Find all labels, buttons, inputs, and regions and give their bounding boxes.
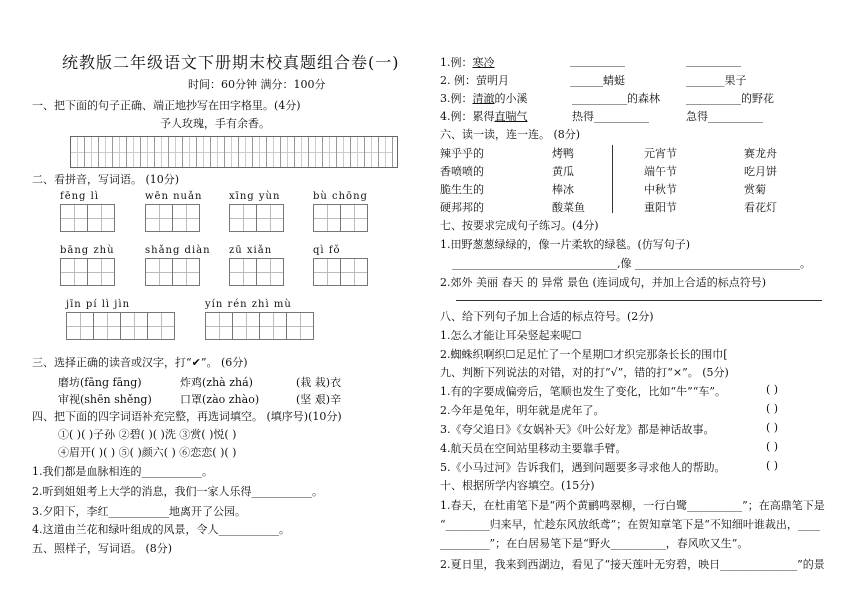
writing-boxes[interactable] (145, 258, 211, 286)
s1-sentence: 予人玫瑰，手有余香。 (160, 117, 270, 130)
s5-blank[interactable]: _______果子 (686, 74, 747, 87)
match-item[interactable]: 赛龙舟 (744, 147, 777, 160)
s5-example: 寒冷 (472, 56, 495, 69)
pinyin-group (66, 299, 174, 340)
s8-question[interactable]: 2.蜘蛛织啊织☐足足忙了一个星期☐才织完那条长长的围巾[ (440, 348, 728, 361)
s5-row (440, 108, 528, 124)
writing-boxes[interactable] (60, 204, 114, 232)
s5-label: 的小溪 (494, 92, 528, 105)
judge-item: 5.《小马过河》告诉我们，遇到问题要多寻求他人的帮助。 (440, 461, 726, 474)
pinyin-group (145, 245, 211, 286)
grid-cell[interactable] (113, 137, 127, 167)
grid-cell[interactable] (211, 137, 225, 167)
grid-cell[interactable] (323, 137, 337, 167)
grid-cell[interactable] (155, 137, 169, 167)
s10-heading: 十、根据所学内容填空。(15分) (440, 479, 595, 492)
grid-cell[interactable] (281, 137, 295, 167)
match-item[interactable]: 脆生生的 (440, 183, 484, 196)
s5-row (440, 54, 495, 70)
pinyin-group (60, 245, 115, 286)
grid-cell[interactable] (183, 137, 197, 167)
grid-cell[interactable] (71, 137, 85, 167)
writing-boxes[interactable] (145, 204, 202, 232)
writing-boxes[interactable] (229, 204, 283, 232)
judge-mark[interactable]: ( ) (766, 421, 779, 434)
s3-item[interactable]: (栽 栽)衣 (296, 376, 342, 389)
s4-words[interactable]: ④眉开( )( ) ⑤( )颜六( ) ⑥恋恋( )( ) (58, 446, 237, 459)
judge-item: 3.《夸父追日》《女娲补天》《叶公好龙》都是神话故事。 (440, 423, 715, 436)
s8-question[interactable]: 1.怎么才能让耳朵竖起来呢☐ (440, 329, 582, 342)
s5-label: 4.例：累得 (440, 110, 495, 123)
match-item[interactable]: 黄瓜 (552, 165, 574, 178)
pinyin-label: jīn pí lì jìn (66, 299, 131, 310)
s5-blank[interactable]: __________ (570, 54, 625, 67)
s4-words[interactable]: ①( )( )子孙 ②碧( )( )洗 ③赏( )悦( ) (58, 428, 237, 441)
grid-cell[interactable] (267, 137, 281, 167)
s4-question[interactable]: 3.夕阳下，李红___________地离开了公园。 (32, 505, 246, 518)
judge-item: 2.今年是兔年，明年就是虎年了。 (440, 404, 605, 417)
grid-cell[interactable] (337, 137, 351, 167)
pinyin-label: xīng yùn (229, 191, 281, 202)
grid-cell[interactable] (169, 137, 183, 167)
s2-heading: 二、看拼音，写词语。 (10分) (32, 173, 180, 186)
pinyin-label: bù chōng (313, 191, 368, 202)
pinyin-group (205, 299, 313, 340)
page-title: 统教版二年级语文下册期末校真题组合卷(一) (62, 53, 400, 72)
s5-label: 3.例： (440, 92, 473, 105)
s4-question[interactable]: 4.这道由兰花和绿叶组成的风景，令人___________。 (32, 523, 290, 536)
pinyin-label: bāng zhù (60, 245, 115, 256)
match-item[interactable]: 看花灯 (744, 201, 777, 214)
s3-item[interactable]: 口罩(zào zhào) (180, 393, 260, 406)
grid-cell[interactable] (309, 137, 323, 167)
match-item[interactable]: 烤鸭 (552, 147, 574, 160)
writing-boxes[interactable] (313, 204, 368, 232)
writing-boxes[interactable] (66, 312, 174, 340)
s1-heading: 一、把下面的句子正确、端正地抄写在田字格里。(4分) (32, 99, 301, 112)
writing-boxes[interactable] (313, 258, 367, 286)
judge-mark[interactable]: ( ) (766, 459, 779, 472)
match-item[interactable]: 酸菜鱼 (552, 201, 585, 214)
s5-blank[interactable]: ______蜻蜓 (570, 74, 625, 87)
judge-mark[interactable]: ( ) (766, 440, 779, 453)
judge-mark[interactable]: ( ) (766, 402, 779, 415)
s4-question[interactable]: 2.听到姐姐考上大学的消息，我们一家人乐得___________。 (32, 485, 323, 498)
s3-item[interactable]: 磨坊(fāng fāng) (58, 376, 142, 389)
grid-cell[interactable] (85, 137, 99, 167)
s5-heading: 五、照样子，写词语。 (8分) (32, 542, 173, 555)
writing-boxes[interactable] (205, 312, 313, 340)
s5-row (440, 90, 528, 106)
grid-cell[interactable] (141, 137, 155, 167)
s3-item[interactable]: 炸鸡(zhà zhá) (180, 376, 253, 389)
grid-cell[interactable] (239, 137, 253, 167)
s10-line[interactable]: 2.夏日里，我来到西湖边，看见了“接天莲叶无穷碧，映日______________”的景 (440, 558, 825, 571)
grid-cell[interactable] (99, 137, 113, 167)
pinyin-label: shǎng diàn (145, 245, 211, 256)
s6-heading: 六、读一读，连一连。 (8分) (440, 128, 581, 141)
s5-blank[interactable]: __________的野花 (686, 92, 774, 105)
match-item[interactable]: 香喷喷的 (440, 165, 484, 178)
grid-cell[interactable] (253, 137, 267, 167)
match-item[interactable]: 重阳节 (644, 201, 677, 214)
s7-question: 1.田野葱葱绿绿的，像一片柔软的绿毯。(仿写句子) (440, 238, 691, 251)
pinyin-label: qì fǒ (313, 245, 341, 256)
match-item[interactable]: 赏菊 (744, 183, 766, 196)
judge-item: 1.有的字要成偏旁后，笔顺也发生了变化，比如“牛”“车”。 (440, 385, 726, 398)
s5-blank[interactable]: 急得__________ (686, 110, 763, 123)
pinyin-group (313, 245, 367, 286)
s10-line[interactable]: 1.春天，在杜甫笔下是“两个黄鹂鸣翠柳，一行白鹭__________”；在高鼎笔下是 (440, 499, 825, 512)
copy-grid[interactable] (70, 136, 398, 168)
match-item[interactable]: 元宵节 (644, 147, 677, 160)
pinyin-group (60, 191, 114, 232)
pinyin-group (313, 191, 368, 232)
writing-boxes[interactable] (60, 258, 115, 286)
match-item[interactable]: 中秋节 (644, 183, 677, 196)
pinyin-label: wēn nuǎn (145, 191, 203, 202)
s7-answer-line[interactable]: ______________________________,像 ______________________________。 (452, 257, 811, 270)
match-item[interactable]: 辣乎乎的 (440, 147, 484, 160)
s3-item[interactable]: (坚 艰)辛 (296, 393, 342, 406)
grid-cell[interactable] (197, 137, 211, 167)
pinyin-label: yín rén zhì mù (205, 299, 292, 310)
exam-meta: 时间：60分钟 满分：100分 (188, 78, 326, 91)
grid-cell[interactable] (225, 137, 239, 167)
s10-line[interactable]: _________”；在白居易笔下是“野火__________，春风吹又生”。 (440, 537, 749, 550)
s5-example: 直喘气 (494, 110, 528, 123)
s5-example: 清澈 (472, 92, 495, 105)
match-item[interactable]: 吃月饼 (744, 165, 777, 178)
pinyin-label: zū xiǎn (229, 245, 273, 256)
match-item[interactable]: 棒冰 (552, 183, 574, 196)
writing-boxes[interactable] (229, 258, 283, 286)
judge-mark[interactable]: ( ) (766, 383, 779, 396)
s5-label: 1.例： (440, 56, 473, 69)
grid-cell[interactable] (295, 137, 309, 167)
answer-line[interactable] (456, 300, 822, 301)
match-item[interactable]: 端午节 (644, 165, 677, 178)
s8-heading: 八、给下列句子加上合适的标点符号。(2分) (440, 310, 654, 323)
s5-blank[interactable]: 热得__________ (572, 110, 649, 123)
s5-blank[interactable]: __________的森林 (572, 92, 660, 105)
s7-heading: 七、按要求完成句子练习。(4分) (440, 219, 599, 232)
pinyin-group (145, 191, 202, 232)
s4-heading: 四、把下面的四字词语补充完整，再选词填空。 (填序号)(10分) (32, 410, 342, 423)
s5-blank[interactable]: __________ (686, 54, 741, 67)
s5-row-label: 2. 例：萤明月 (440, 74, 509, 87)
divider-line (612, 145, 613, 213)
match-item[interactable]: 硬邦邦的 (440, 201, 484, 214)
s3-item[interactable]: 审视(shēn shěng) (58, 393, 152, 406)
pinyin-group (229, 245, 283, 286)
pinyin-group (229, 191, 283, 232)
grid-cell[interactable] (127, 137, 141, 167)
s3-heading: 三、选择正确的读音或汉字，打“✔”。 (6分) (32, 356, 248, 369)
pinyin-label: fēng lì (60, 191, 100, 202)
judge-item: 4.航天员在空间站里移动主要靠手臂。 (440, 442, 627, 455)
s4-question[interactable]: 1.我们都是血脉相连的___________。 (32, 465, 213, 478)
grid-cell[interactable] (365, 137, 379, 167)
grid-cell[interactable] (379, 137, 393, 167)
s7-question: 2.郊外 美丽 春天 的 异常 景色 (连词成句，并加上合适的标点符号) (440, 276, 767, 289)
grid-cell[interactable] (351, 137, 365, 167)
s10-line[interactable]: “________归来早，忙趁东风放纸鸢”；在贺知章笔下是“不知细叶谁裁出，____ (440, 518, 820, 531)
s9-heading: 九、判断下列说法的对错，对的打“√”，错的打“×”。 (5分) (440, 366, 729, 379)
